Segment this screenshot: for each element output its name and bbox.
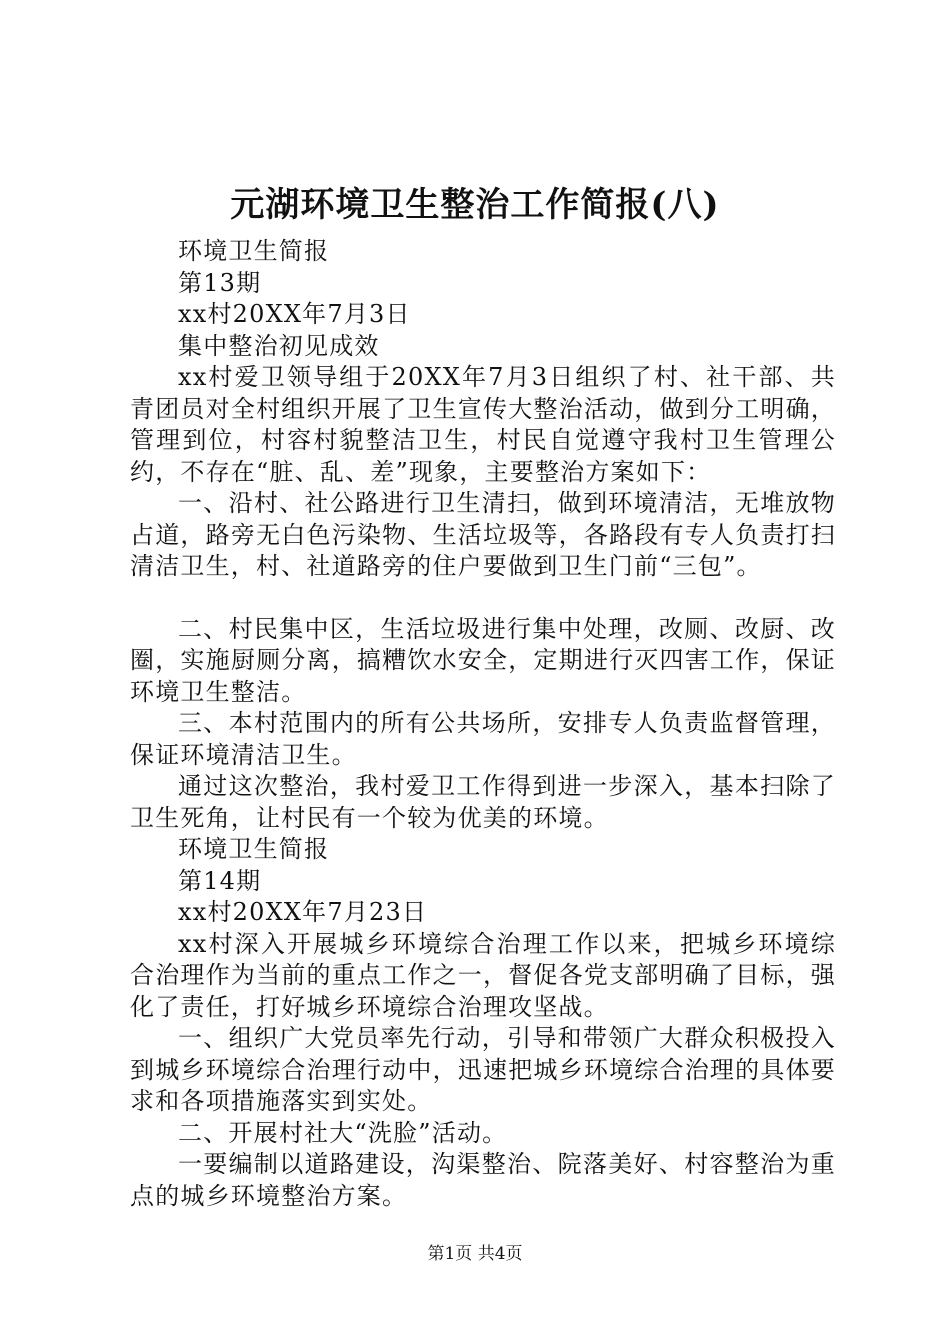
paragraph: 环境卫生简报: [178, 835, 330, 863]
paragraph: xx村20XX年7月23日: [178, 898, 428, 926]
paragraph: 通过这次整治，我村爱卫工作得到进一步深入，基本扫除了卫生死角，让村民有一个较为优美的环境。: [130, 772, 836, 832]
paragraph: 二、开展村社大“洗脸”活动。: [178, 1118, 508, 1147]
paragraph: xx村深入开展城乡环境综合治理工作以来，把城乡环境综合治理作为当前的重点工作之一，督促各党支部明确了目标，强化了责任，打好城乡环境综合治理攻坚战。: [130, 929, 836, 1021]
paragraph: 集中整治初见成效: [178, 331, 380, 360]
paragraph: 一、组织广大党员率先行动，引导和带领广大群众积极投入到城乡环境综合治理行动中，迅速把城乡环境综合治理的具体要求和各项措施落实到实处。: [130, 1024, 836, 1115]
paragraph: xx村20XX年7月3日: [178, 300, 411, 328]
page-footer: 第1页 共4页: [427, 1244, 523, 1264]
paragraph: 一、沿村、社公路进行卫生清扫，做到环境清洁，无堆放物占道，路旁无白色污染物、生活垃圾等，各路段有专人负责打扫清洁卫生，村、社道路旁的住户要做到卫生门前“三包”。: [130, 489, 836, 580]
paragraph: 三、本村范围内的所有公共场所，安排专人负责监督管理，保证环境清洁卫生。: [130, 709, 836, 769]
paragraph: 二、村民集中区，生活垃圾进行集中处理，改厕、改厨、改圈，实施厨厕分离，搞糟饮水安全，定期进行灭四害工作，保证环境卫生整洁。: [130, 614, 836, 706]
paragraph: xx村爱卫领导组于20XX年7月3日组织了村、社干部、共青团员对全村组织开展了卫生宣传大整治活动，做到分工明确，管理到位，村容村貌整洁卫生，村民自觉遵守我村卫生管理公约，不存在“脏、乱、差”现象，主要整治方案如下：: [130, 363, 836, 486]
paragraph: 第14期: [178, 866, 262, 895]
document-body: [130, 236, 836, 1212]
paragraph: 第13期: [178, 268, 262, 297]
paragraph: 环境卫生简报: [178, 237, 330, 265]
document-title: 元湖环境卫生整治工作简报(八): [230, 185, 720, 225]
paragraph: 一要编制以道路建设，沟渠整治、院落美好、村容整治为重点的城乡环境整治方案。: [130, 1150, 836, 1210]
